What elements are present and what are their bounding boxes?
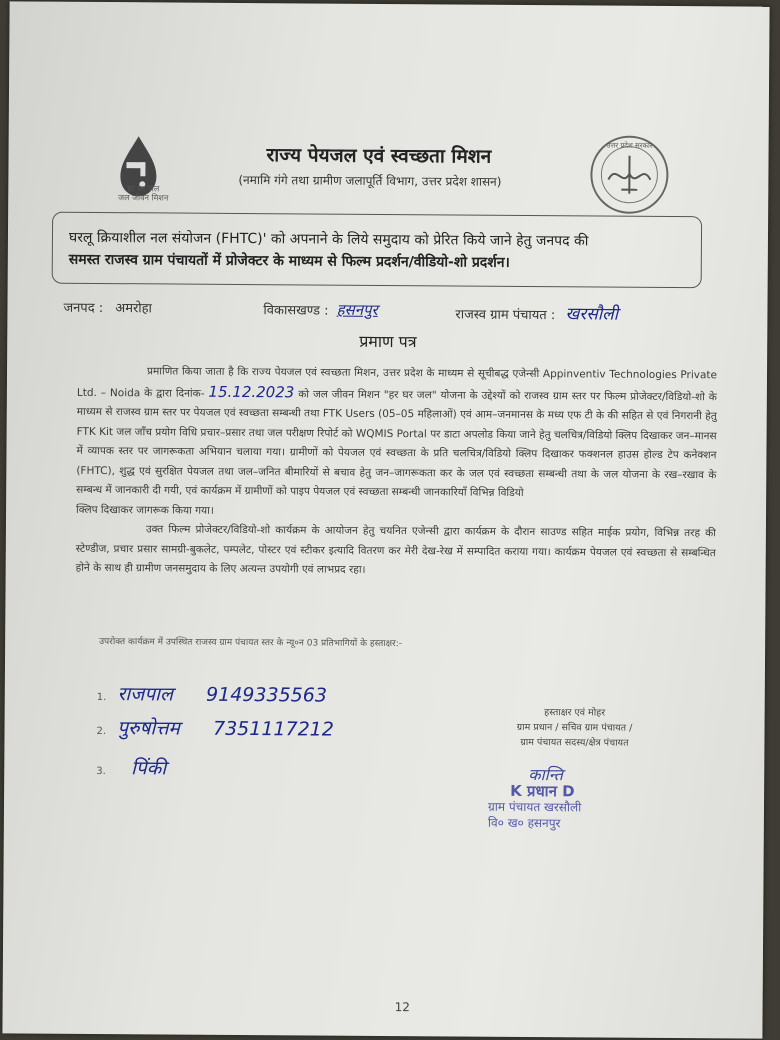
panchayat-label: राजस्व ग्राम पंचायत : — [455, 307, 556, 324]
district-field — [63, 298, 152, 317]
block-label: विकासखण्ड : — [263, 303, 329, 319]
stamp-line-1: K प्रधान D — [510, 781, 575, 801]
body-paragraph-2: उक्त फिल्म प्रोजेक्टर/विडियो-शो कार्यक्रम के आयोजन हेतु चयनित एजेन्सी द्वारा कार्यक्रम के दौरान साउण्ड सहित माईक प्रयोग, विभिन्न तरह की स्टेण्डीज, प्रचार प्रसार सामग्री-बुकलेट, पम्पलेट, पोस्टर एवं स्टीकर इत्यादि वितरण कर मेरी देख-रेख में सम्पादित कराया गया। कार्यक्रम पेयजल एवं स्वच्छता से सम्बन्धित होने के साथ ही ग्रामीण जनसमुदाय के लिए अत्यन्त उपयोगी एवं लाभप्रद रहा। — [75, 523, 716, 576]
body-paragraph-1 — [76, 362, 717, 505]
authority-line-3: ग्राम पंचायत सदस्य/क्षेत्र पंचायत — [520, 736, 629, 749]
signature-name: पिंकी — [130, 757, 167, 780]
banner-line-1: घरलू क्रियाशील नल संयोजन (FHTC)' को अपनाने के लिये समुदाय को प्रेरित किये जाने हेतु जनपद की — [68, 229, 589, 250]
certificate-body — [76, 362, 717, 583]
signature-row-2 — [96, 714, 334, 742]
authority-line-2: ग्राम प्रधान / सचिव ग्राम पंचायत / — [516, 721, 633, 734]
pradhan-signature: कान्ति — [528, 764, 563, 785]
authority-line-1: हस्ताक्षर एवं मोहर — [544, 707, 606, 719]
block-value: हसनपुर — [336, 300, 378, 319]
logo-caption — [108, 184, 178, 202]
signature-name: पुरुषोत्तम — [117, 717, 180, 740]
signature-intro: उपरोक्त कार्यक्रम में उपस्थित राजस्व ग्राम पंचायत स्तर के न्यू०न 03 प्रतिभागियों के हस्ताक्षर:- — [99, 637, 403, 650]
stamp-line-3: वि० ख० हसनपुर — [487, 815, 561, 831]
authority-block — [484, 705, 664, 751]
certificate-title: प्रमाण पत्र — [359, 331, 417, 352]
banner-line-2: समस्त राजस्व ग्राम पंचायतों में प्रोजेक्टर के माध्यम से फिल्म प्रदर्शन/वीडियो-शो प्रदर्शन। — [68, 251, 510, 271]
district-value: अमरोहा — [115, 301, 153, 317]
page-number: 12 — [394, 1000, 410, 1015]
signature-row-1 — [97, 680, 327, 708]
panchayat-value: खरसौली — [565, 304, 619, 325]
page-title: राज्य पेयजल एवं स्वच्छता मिशन — [266, 144, 492, 168]
up-government-seal — [588, 133, 671, 216]
stamp-line-2: ग्राम पंचायत खरसौली — [487, 799, 582, 815]
body-para1-c: क्लिप दिखाकर जागरूक किया गया। — [76, 503, 214, 517]
page-subtitle: (नमामि गंगे तथा ग्रामीण जलापूर्ति विभाग, उत्तर प्रदेश शासन) — [238, 172, 502, 189]
body-para1-a: प्रमाणित किया जाता है कि राज्य पेयजल एवं स्वच्छता मिशन, उत्तर प्रदेश के माध्यम से सूचीबद्ध एजेन्सी Appinventiv Technologies Private Ltd. – Noida के द्वारा दिनांक- — [76, 365, 718, 400]
pradhan-stamp — [487, 764, 582, 832]
scheme-banner — [52, 212, 702, 289]
signature-phone: 9149335563 — [206, 683, 328, 707]
program-date: 15.12.2023 — [208, 382, 295, 401]
document-page — [2, 1, 769, 1038]
block-field — [263, 299, 377, 320]
signature-row-3 — [96, 754, 166, 780]
panchayat-field — [455, 300, 618, 324]
signature-number: 1. — [96, 691, 107, 704]
body-para1-b: को जल जीवन मिशन "हर घर जल" योजना के उद्देश्यों को राजस्व ग्राम स्तर पर फिल्म प्रोजेक्टर/विडियो-शो के माध्यम से राजस्व ग्राम स्तर पर पेयजल एवं स्वच्छता सम्बन्धी तथा FTK Users (05–05 महिलाओं) एवं आम–जनमानस के मध्य एफ टी के की सहित से एवं निगरानी हेतु FTK Kit जल जाँच प्रयोग विधि प्रचार–प्रसार तथा जल परीक्षण रिपोर्ट को WQMIS Portal पर डाटा अपलोड किया जाने हेतु चलचित्र/विडियो क्लिप दिखाकर जन–मानस में व्यापक स्तर पर जागरूकता अभियान चलाया गया। ग्रामीणों को पेयजल एवं स्वच्छता के प्रति चलचित्र/विडियो क्लिप दिखाकर फक्शनल हाउस होल्ड टेप कनेक्शन (FHTC), शुद्ध एवं सुरक्षित पेयजल तथा जल–जनित बीमारियों से बचाव हेतु जन–जागरूकता कर के जल एवं स्वच्छता सम्बन्धी तथा के जल योजना के रख–रखाव के सम्बन्ध में जानकारी दी गयी, एवं कार्यक्रम में ग्रामीणों को पाइप पेयजल एवं स्वच्छता सम्बन्धी जानकारियाँ विभिन्न विडियो — [76, 387, 717, 499]
signature-name: राजपाल — [117, 683, 173, 706]
signature-number: 3. — [96, 765, 106, 778]
signature-number: 2. — [96, 725, 107, 738]
signature-phone: 7351117212 — [212, 717, 334, 741]
seal-text: उत्तर प्रदेश सरकार — [606, 141, 653, 150]
district-label: जनपद : — [63, 300, 104, 317]
logo-caption-sub: जल जीवन मिशन — [118, 193, 169, 203]
logo-caption-main: हर घर जल — [127, 184, 160, 194]
